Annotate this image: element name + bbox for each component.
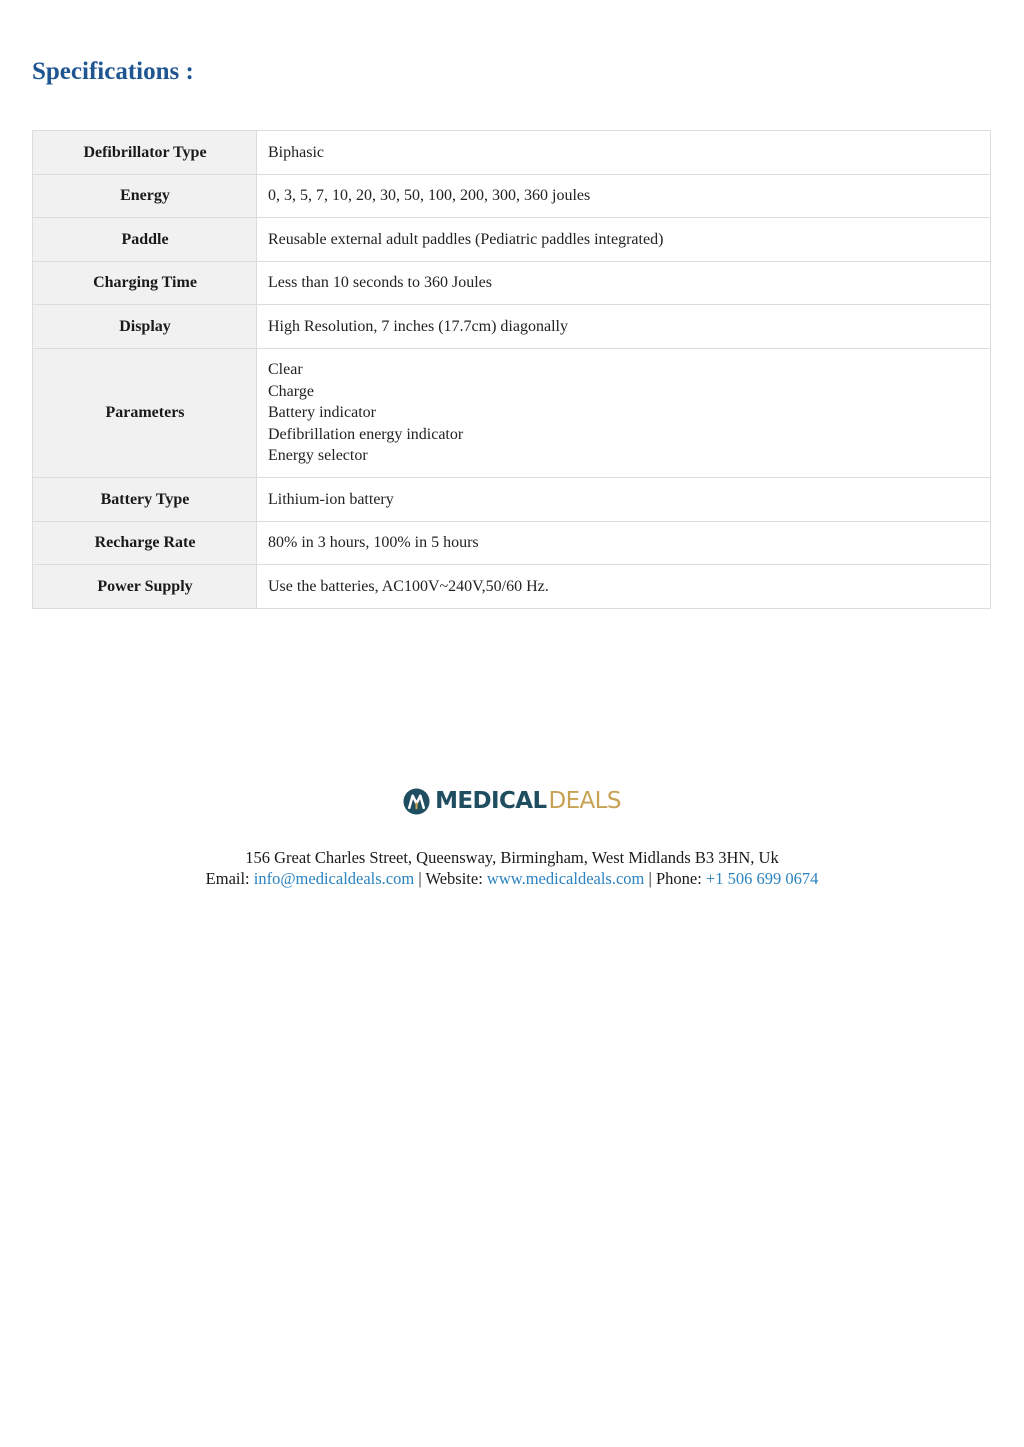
specifications-table xyxy=(32,130,991,609)
table-row xyxy=(33,131,991,175)
spec-value-line: Charge xyxy=(268,382,314,400)
table-row xyxy=(33,305,991,349)
medical-deals-logo xyxy=(403,784,621,818)
table-row xyxy=(33,521,991,565)
table-row xyxy=(33,478,991,522)
email-label: Email: xyxy=(205,869,254,888)
logo-word-deals: DEALS xyxy=(548,788,621,814)
spec-label: Power Supply xyxy=(33,565,257,609)
spec-value-line: Battery indicator xyxy=(268,404,376,421)
spec-label: Paddle xyxy=(33,218,257,262)
spec-value-line: 0, 3, 5, 7, 10, 20, 30, 50, 100, 200, 300, 360 joules xyxy=(268,187,591,204)
spec-value xyxy=(257,521,991,565)
spec-value-line: Use the batteries, AC100V~240V,50/60 Hz. xyxy=(268,577,549,595)
spec-value-line: 80% in 3 hours, 100% in 5 hours xyxy=(268,534,479,551)
phone-link[interactable]: +1 506 699 0674 xyxy=(705,869,819,888)
page-title: Specifications : xyxy=(32,58,194,85)
spec-value-line: Less than 10 seconds to 360 Joules xyxy=(268,274,492,291)
footer xyxy=(0,784,1024,890)
spec-label: Battery Type xyxy=(33,478,257,522)
spec-value-line: Biphasic xyxy=(268,143,324,161)
website-link[interactable]: www.medicaldeals.com xyxy=(486,869,645,888)
table-row xyxy=(33,218,991,262)
spec-value xyxy=(257,565,991,609)
logo-word-medical: MEDICAL xyxy=(435,788,547,814)
website-label: | Website: xyxy=(414,869,487,888)
logo-wordmark xyxy=(435,786,621,816)
spec-value xyxy=(257,218,991,262)
spec-value xyxy=(257,305,991,349)
spec-value xyxy=(257,261,991,305)
spec-value-line: Lithium-ion battery xyxy=(268,490,394,508)
spec-label: Energy xyxy=(33,174,257,218)
specifications-table-body xyxy=(33,131,991,609)
spec-value-line: Defibrillation energy indicator xyxy=(268,425,464,443)
spec-label: Charging Time xyxy=(33,261,257,305)
email-link[interactable]: info@medicaldeals.com xyxy=(253,869,415,888)
spec-value-line: Clear xyxy=(268,361,303,378)
table-row xyxy=(33,261,991,305)
company-address: 156 Great Charles Street, Queensway, Birmingham, West Midlands B3 3HN, Uk xyxy=(245,847,779,867)
spec-value-line: High Resolution, 7 inches (17.7cm) diagonally xyxy=(268,317,568,335)
spec-value-line: Reusable external adult paddles (Pediatric paddles integrated) xyxy=(268,230,664,248)
spec-label: Display xyxy=(33,305,257,349)
spec-value xyxy=(257,348,991,478)
table-row xyxy=(33,174,991,218)
spec-value xyxy=(257,174,991,218)
contact-line xyxy=(0,868,1024,890)
phone-label: | Phone: xyxy=(644,869,706,888)
table-row xyxy=(33,565,991,609)
spec-value-line: Energy selector xyxy=(268,447,368,464)
table-row xyxy=(33,348,991,478)
spec-value xyxy=(257,131,991,175)
spec-label: Defibrillator Type xyxy=(33,131,257,175)
medical-deals-logo-icon xyxy=(403,788,430,815)
spec-value xyxy=(257,478,991,522)
spec-label: Recharge Rate xyxy=(33,521,257,565)
spec-label: Parameters xyxy=(33,348,257,478)
